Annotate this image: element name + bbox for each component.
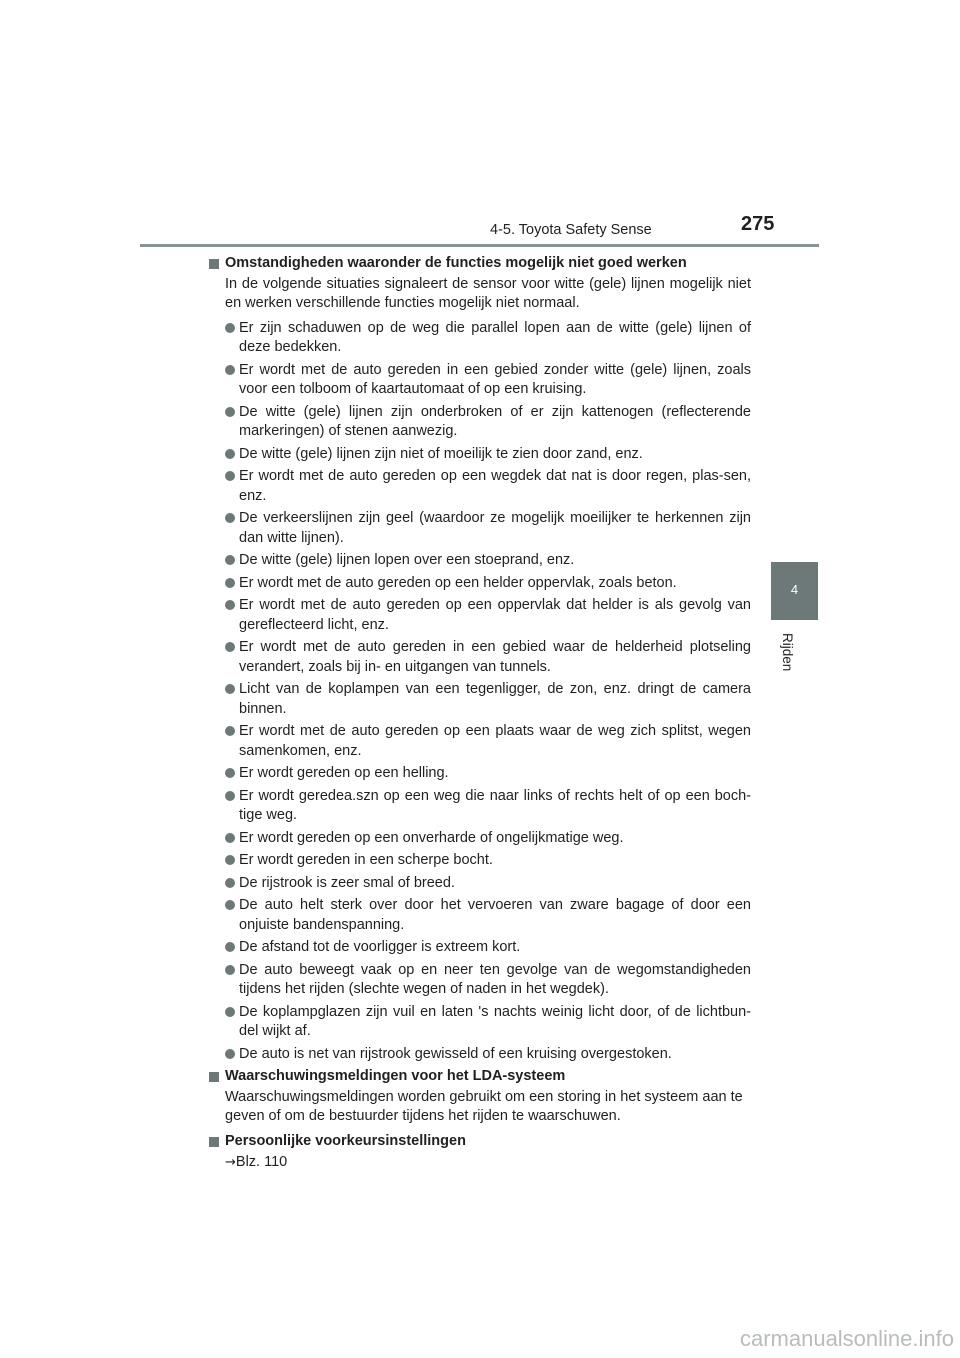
bullet-dot-icon	[225, 449, 235, 459]
list-item: Licht van de koplampen van een tegenligger, de zon, enz. dringt de camera binnen.	[209, 680, 751, 719]
square-bullet-icon	[209, 1137, 219, 1147]
bullet-dot-icon	[225, 878, 235, 888]
page-content	[209, 254, 751, 1173]
list-item: De witte (gele) lijnen zijn onderbroken of er zijn kattenogen (reflecterende markeringen) of stenen aanwezig.	[209, 403, 751, 442]
section-heading-text: Omstandigheden waaronder de functies mogelijk niet goed werken	[225, 255, 687, 271]
bullet-dot-icon	[225, 791, 235, 801]
bullet-dot-icon	[225, 600, 235, 610]
bullet-dot-icon	[225, 833, 235, 843]
section-intro: In de volgende situaties signaleert de sensor voor witte (gele) lijnen mogelijk niet en werken verschillende functies mogelijk niet normaal.	[225, 275, 751, 311]
square-bullet-icon	[209, 1072, 219, 1082]
bullet-dot-icon	[225, 471, 235, 481]
chapter-label	[780, 633, 810, 673]
list-item: Er wordt met de auto gereden in een gebied waar de helderheid plotseling verandert, zoals bij in- en uitgangen van tunnels.	[209, 638, 751, 677]
bullet-dot-icon	[225, 365, 235, 375]
list-item: Er wordt met de auto gereden op een helder oppervlak, zoals beton.	[209, 574, 751, 594]
list-item: Er wordt met de auto gereden op een plaats waar de weg zich splitst, wegen samenkomen, enz.	[209, 722, 751, 761]
section-heading-text: Persoonlijke voorkeursinstellingen	[225, 1132, 466, 1149]
list-item: Er wordt met de auto gereden op een wegdek dat nat is door regen, plas-sen, enz.	[209, 467, 751, 506]
section-heading-text: Waarschuwingsmeldingen voor het LDA-systeem	[225, 1068, 566, 1084]
section-intro: Waarschuwingsmeldingen worden gebruikt om een storing in het systeem aan te geven of om de bestuurder tijdens het rijden te waarschuwen.	[225, 1088, 743, 1124]
list-item: De afstand tot de voorligger is extreem kort.	[209, 938, 751, 958]
chapter-number: 4	[790, 582, 799, 597]
section-heading	[209, 254, 751, 274]
page-reference-link[interactable]	[209, 1153, 751, 1173]
section-heading	[209, 1067, 751, 1087]
page-number: 275	[741, 213, 775, 235]
bullet-dot-icon	[225, 726, 235, 736]
bullet-dot-icon	[225, 323, 235, 333]
site-watermark: carmanualsonline.info	[739, 1326, 954, 1351]
page-header	[0, 0, 960, 250]
list-item: Er wordt met de auto gereden in een gebied zonder witte (gele) lijnen, zoals voor een tolboom of kaartautomaat of op een kruising.	[209, 361, 751, 400]
list-item: Er wordt met de auto gereden op een oppervlak dat helder is als gevolg van gereflecteerd licht, enz.	[209, 596, 751, 635]
list-item: De auto is net van rijstrook gewisseld of een kruising overgestoken.	[209, 1045, 751, 1065]
bullet-dot-icon	[225, 1007, 235, 1017]
bullet-dot-icon	[225, 900, 235, 910]
bullet-dot-icon	[225, 555, 235, 565]
list-item: Er wordt gereden op een helling.	[209, 764, 751, 784]
header-section-title: 4-5. Toyota Safety Sense	[490, 222, 652, 238]
bullet-dot-icon	[225, 965, 235, 975]
list-item: De verkeerslijnen zijn geel (waardoor ze mogelijk moeilijker te herkennen zijn dan witte lijnen).	[209, 509, 751, 548]
list-item: De auto beweegt vaak op en neer ten gevolge van de wegomstandigheden tijdens het rijden (slechte wegen of naden in het wegdek).	[209, 961, 751, 1000]
list-item: Er zijn schaduwen op de weg die parallel lopen aan de witte (gele) lijnen of deze bedekken.	[209, 319, 751, 358]
list-item: De koplampglazen zijn vuil en laten 's nachts weinig licht door, of de lichtbun-del wijkt af.	[209, 1003, 751, 1042]
bullet-dot-icon	[225, 513, 235, 523]
bullet-dot-icon	[225, 1049, 235, 1059]
page-reference-text: Blz. 110	[235, 1154, 288, 1170]
list-item: Er wordt gereden in een scherpe bocht.	[209, 851, 751, 871]
chapter-label-text: Rijden	[780, 633, 795, 672]
square-bullet-icon	[209, 259, 219, 269]
list-item: Er wordt gereden op een onverharde of ongelijkmatige weg.	[209, 829, 751, 849]
bullet-dot-icon	[225, 642, 235, 652]
list-item: De witte (gele) lijnen zijn niet of moeilijk te zien door zand, enz.	[209, 445, 751, 465]
header-divider	[140, 244, 819, 247]
list-item: De auto helt sterk over door het vervoeren van zware bagage of door een onjuiste bandenspanning.	[209, 896, 751, 935]
bullet-dot-icon	[225, 768, 235, 778]
bullet-dot-icon	[225, 684, 235, 694]
bullet-list	[209, 319, 751, 1065]
bullet-dot-icon	[225, 578, 235, 588]
bullet-dot-icon	[225, 942, 235, 952]
arrow-right-icon: →	[225, 1155, 236, 1170]
list-item: Er wordt geredea.szn op een weg die naar links of rechts helt of op een boch-tige weg.	[209, 787, 751, 826]
chapter-tab[interactable]	[771, 562, 818, 620]
list-item: De witte (gele) lijnen lopen over een stoeprand, enz.	[209, 551, 751, 571]
list-item: De rijstrook is zeer smal of breed.	[209, 874, 751, 894]
bullet-dot-icon	[225, 855, 235, 865]
section-heading	[209, 1132, 751, 1152]
bullet-dot-icon	[225, 407, 235, 417]
